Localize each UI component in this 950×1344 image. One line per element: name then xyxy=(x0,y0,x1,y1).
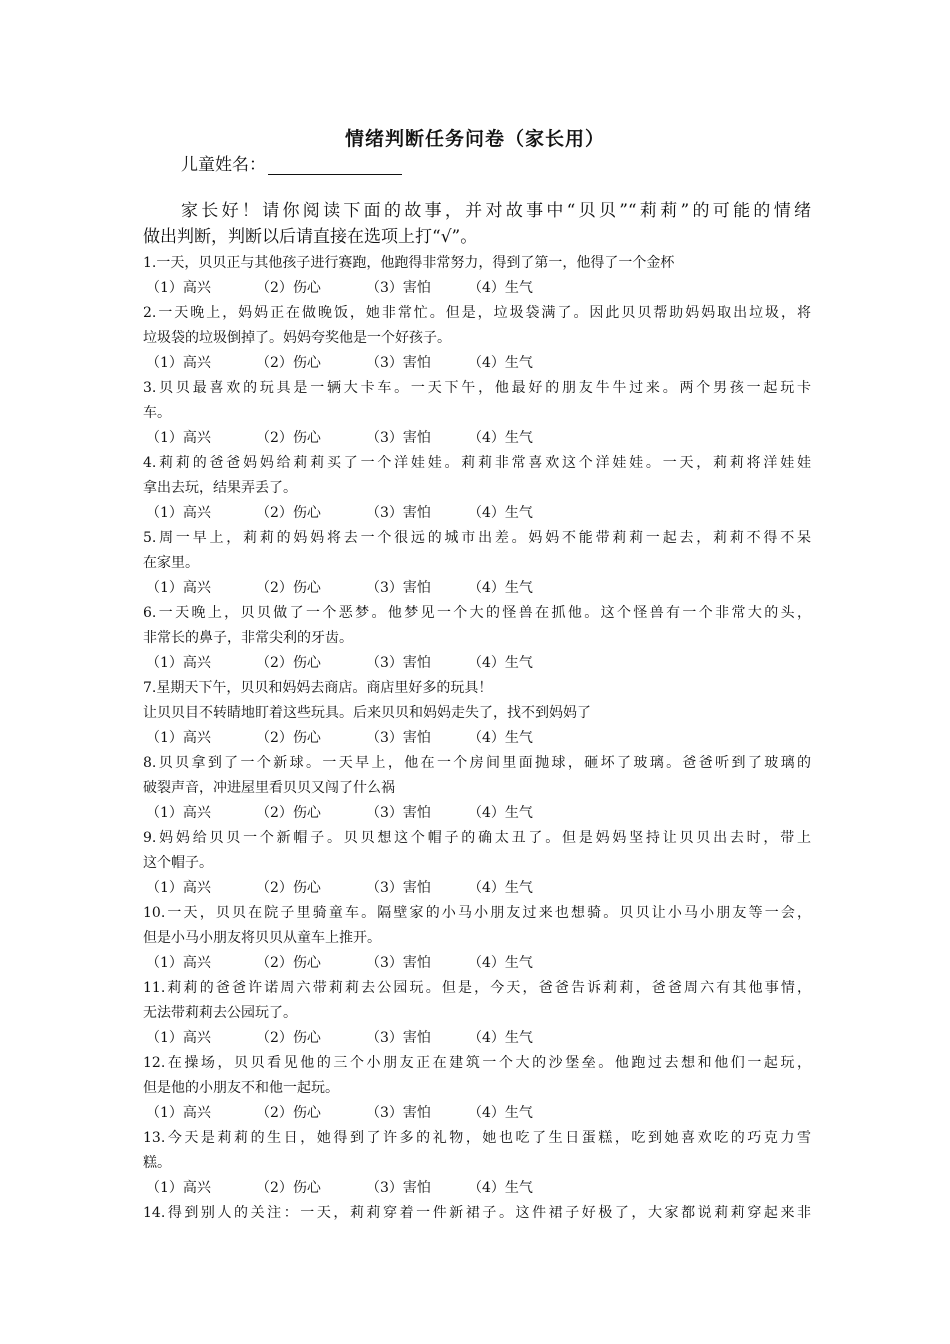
option-row xyxy=(143,651,811,676)
option-choice[interactable]: （2）伤心 xyxy=(256,1030,321,1046)
option-row xyxy=(143,351,811,376)
question-text-line: 13.今天是莉莉的生日，她得到了许多的礼物，她也吃了生日蛋糕，吃到她喜欢吃的巧克力雪 xyxy=(143,1130,811,1146)
option-choice[interactable]: （1）高兴 xyxy=(146,280,211,296)
question-text-line: 无法带莉莉去公园玩了。 xyxy=(143,1005,297,1021)
option-choice[interactable]: （4）生气 xyxy=(468,655,533,671)
option-choice[interactable]: （2）伤心 xyxy=(256,655,321,671)
option-row xyxy=(143,1176,811,1201)
option-row xyxy=(143,276,811,301)
option-row xyxy=(143,726,811,751)
option-choice[interactable]: （3）害怕 xyxy=(366,1105,431,1121)
option-row xyxy=(143,501,811,526)
option-choice[interactable]: （4）生气 xyxy=(468,1030,533,1046)
option-row xyxy=(143,1026,811,1051)
question-text-line: 这个帽子。 xyxy=(143,855,213,871)
option-choice[interactable]: （2）伤心 xyxy=(256,1105,321,1121)
page-title: 情绪判断任务问卷（家长用） xyxy=(344,128,605,150)
option-row xyxy=(143,876,811,901)
option-row xyxy=(143,426,811,451)
question-text-line: 12.在操场，贝贝看见他的三个小朋友正在建筑一个大的沙堡垒。他跑过去想和他们一起玩， xyxy=(143,1055,811,1071)
option-choice[interactable]: （3）害怕 xyxy=(366,580,431,596)
option-choice[interactable]: （2）伤心 xyxy=(256,730,321,746)
question-text-line: 9.妈妈给贝贝一个新帽子。贝贝想这个帽子的确太丑了。但是妈妈坚持让贝贝出去时，带上 xyxy=(143,830,811,846)
question-text-line: 11.莉莉的爸爸许诺周六带莉莉去公园玩。但是，今天，爸爸告诉莉莉，爸爸周六有其他事情， xyxy=(143,980,811,996)
option-choice[interactable]: （1）高兴 xyxy=(146,655,211,671)
option-choice[interactable]: （3）害怕 xyxy=(366,730,431,746)
question-text-line: 但是小马小朋友将贝贝从童车上推开。 xyxy=(143,930,381,946)
option-choice[interactable]: （3）害怕 xyxy=(366,355,431,371)
question-text-line: 车。 xyxy=(143,405,171,421)
option-choice[interactable]: （3）害怕 xyxy=(366,505,431,521)
intro-line: 家长好！请你阅读下面的故事，并对故事中“贝贝”“莉莉”的可能的情绪 xyxy=(181,201,811,221)
option-choice[interactable]: （4）生气 xyxy=(468,355,533,371)
option-choice[interactable]: （4）生气 xyxy=(468,580,533,596)
option-choice[interactable]: （3）害怕 xyxy=(366,880,431,896)
option-row xyxy=(143,951,811,976)
option-choice[interactable]: （1）高兴 xyxy=(146,505,211,521)
option-choice[interactable]: （2）伤心 xyxy=(256,580,321,596)
question-text-line: 糕。 xyxy=(143,1155,171,1171)
option-choice[interactable]: （1）高兴 xyxy=(146,355,211,371)
option-choice[interactable]: （3）害怕 xyxy=(366,955,431,971)
question-text-line: 8.贝贝拿到了一个新球。一天早上，他在一个房间里面抛球，砸坏了玻璃。爸爸听到了玻璃的 xyxy=(143,755,811,771)
option-choice[interactable]: （4）生气 xyxy=(468,880,533,896)
option-choice[interactable]: （4）生气 xyxy=(468,1105,533,1121)
option-choice[interactable]: （1）高兴 xyxy=(146,430,211,446)
option-choice[interactable]: （4）生气 xyxy=(468,430,533,446)
option-choice[interactable]: （4）生气 xyxy=(468,805,533,821)
option-choice[interactable]: （2）伤心 xyxy=(256,505,321,521)
option-choice[interactable]: （3）害怕 xyxy=(366,805,431,821)
option-choice[interactable]: （4）生气 xyxy=(468,280,533,296)
option-choice[interactable]: （1）高兴 xyxy=(146,1105,211,1121)
option-choice[interactable]: （1）高兴 xyxy=(146,580,211,596)
option-choice[interactable]: （2）伤心 xyxy=(256,955,321,971)
option-choice[interactable]: （4）生气 xyxy=(468,955,533,971)
option-choice[interactable]: （3）害怕 xyxy=(366,1030,431,1046)
question-text-line: 5.周一早上，莉莉的妈妈将去一个很远的城市出差。妈妈不能带莉莉一起去，莉莉不得不呆 xyxy=(143,530,811,546)
option-choice[interactable]: （3）害怕 xyxy=(366,655,431,671)
intro-paragraph xyxy=(143,198,811,250)
option-choice[interactable]: （2）伤心 xyxy=(256,280,321,296)
option-choice[interactable]: （1）高兴 xyxy=(146,880,211,896)
question-text-line: 破裂声音，冲进屋里看贝贝又闯了什么祸 xyxy=(143,780,395,796)
option-choice[interactable]: （1）高兴 xyxy=(146,805,211,821)
option-choice[interactable]: （4）生气 xyxy=(468,1180,533,1196)
option-choice[interactable]: （1）高兴 xyxy=(146,1030,211,1046)
option-choice[interactable]: （1）高兴 xyxy=(146,1180,211,1196)
option-choice[interactable]: （1）高兴 xyxy=(146,730,211,746)
option-choice[interactable]: （3）害怕 xyxy=(366,280,431,296)
option-choice[interactable]: （2）伤心 xyxy=(256,430,321,446)
question-text-line: 14.得到别人的关注：一天，莉莉穿着一件新裙子。这件裙子好极了，大家都说莉莉穿起来非 xyxy=(143,1205,811,1221)
question-text-line: 4.莉莉的爸爸妈妈给莉莉买了一个洋娃娃。莉莉非常喜欢这个洋娃娃。一天，莉莉将洋娃娃 xyxy=(143,455,811,471)
option-choice[interactable]: （2）伤心 xyxy=(256,805,321,821)
question-text-line: 1.一天，贝贝正与其他孩子进行赛跑，他跑得非常努力，得到了第一，他得了一个金杯 xyxy=(143,255,675,271)
question-text-line: 2.一天晚上，妈妈正在做晚饭，她非常忙。但是，垃圾袋满了。因此贝贝帮助妈妈取出垃圾，将 xyxy=(143,305,811,321)
question-text-line: 6.一天晚上，贝贝做了一个恶梦。他梦见一个大的怪兽在抓他。这个怪兽有一个非常大的头， xyxy=(143,605,811,621)
question-text-line: 拿出去玩，结果弄丢了。 xyxy=(143,480,297,496)
option-choice[interactable]: （3）害怕 xyxy=(366,1180,431,1196)
question-list xyxy=(143,251,811,1226)
child-name-label: 儿童姓名： xyxy=(181,155,266,175)
question-text-line: 让贝贝目不转睛地盯着这些玩具。后来贝贝和妈妈走失了，找不到妈妈了 xyxy=(143,705,591,721)
question-text-line: 垃圾袋的垃圾倒掉了。妈妈夸奖他是一个好孩子。 xyxy=(143,330,451,346)
child-name-row xyxy=(181,150,402,175)
option-choice[interactable]: （2）伤心 xyxy=(256,355,321,371)
option-choice[interactable]: （2）伤心 xyxy=(256,880,321,896)
intro-line: 做出判断，判断以后请直接在选项上打“√”。 xyxy=(143,227,478,247)
question-text-line: 10.一天，贝贝在院子里骑童车。隔壁家的小马小朋友过来也想骑。贝贝让小马小朋友等一会， xyxy=(143,905,811,921)
option-choice[interactable]: （2）伤心 xyxy=(256,1180,321,1196)
option-choice[interactable]: （4）生气 xyxy=(468,505,533,521)
option-choice[interactable]: （3）害怕 xyxy=(366,430,431,446)
child-name-blank[interactable] xyxy=(268,156,402,175)
question-text-line: 但是他的小朋友不和他一起玩。 xyxy=(143,1080,339,1096)
question-text-line: 非常长的鼻子，非常尖利的牙齿。 xyxy=(143,630,353,646)
question-text-line: 7.星期天下午，贝贝和妈妈去商店。商店里好多的玩具！ xyxy=(143,680,493,696)
question-text-line: 3.贝贝最喜欢的玩具是一辆大卡车。一天下午，他最好的朋友牛牛过来。两个男孩一起玩卡 xyxy=(143,380,811,396)
option-choice[interactable]: （1）高兴 xyxy=(146,955,211,971)
option-row xyxy=(143,576,811,601)
option-row xyxy=(143,801,811,826)
option-row xyxy=(143,1101,811,1126)
question-text-line: 在家里。 xyxy=(143,555,199,571)
option-choice[interactable]: （4）生气 xyxy=(468,730,533,746)
